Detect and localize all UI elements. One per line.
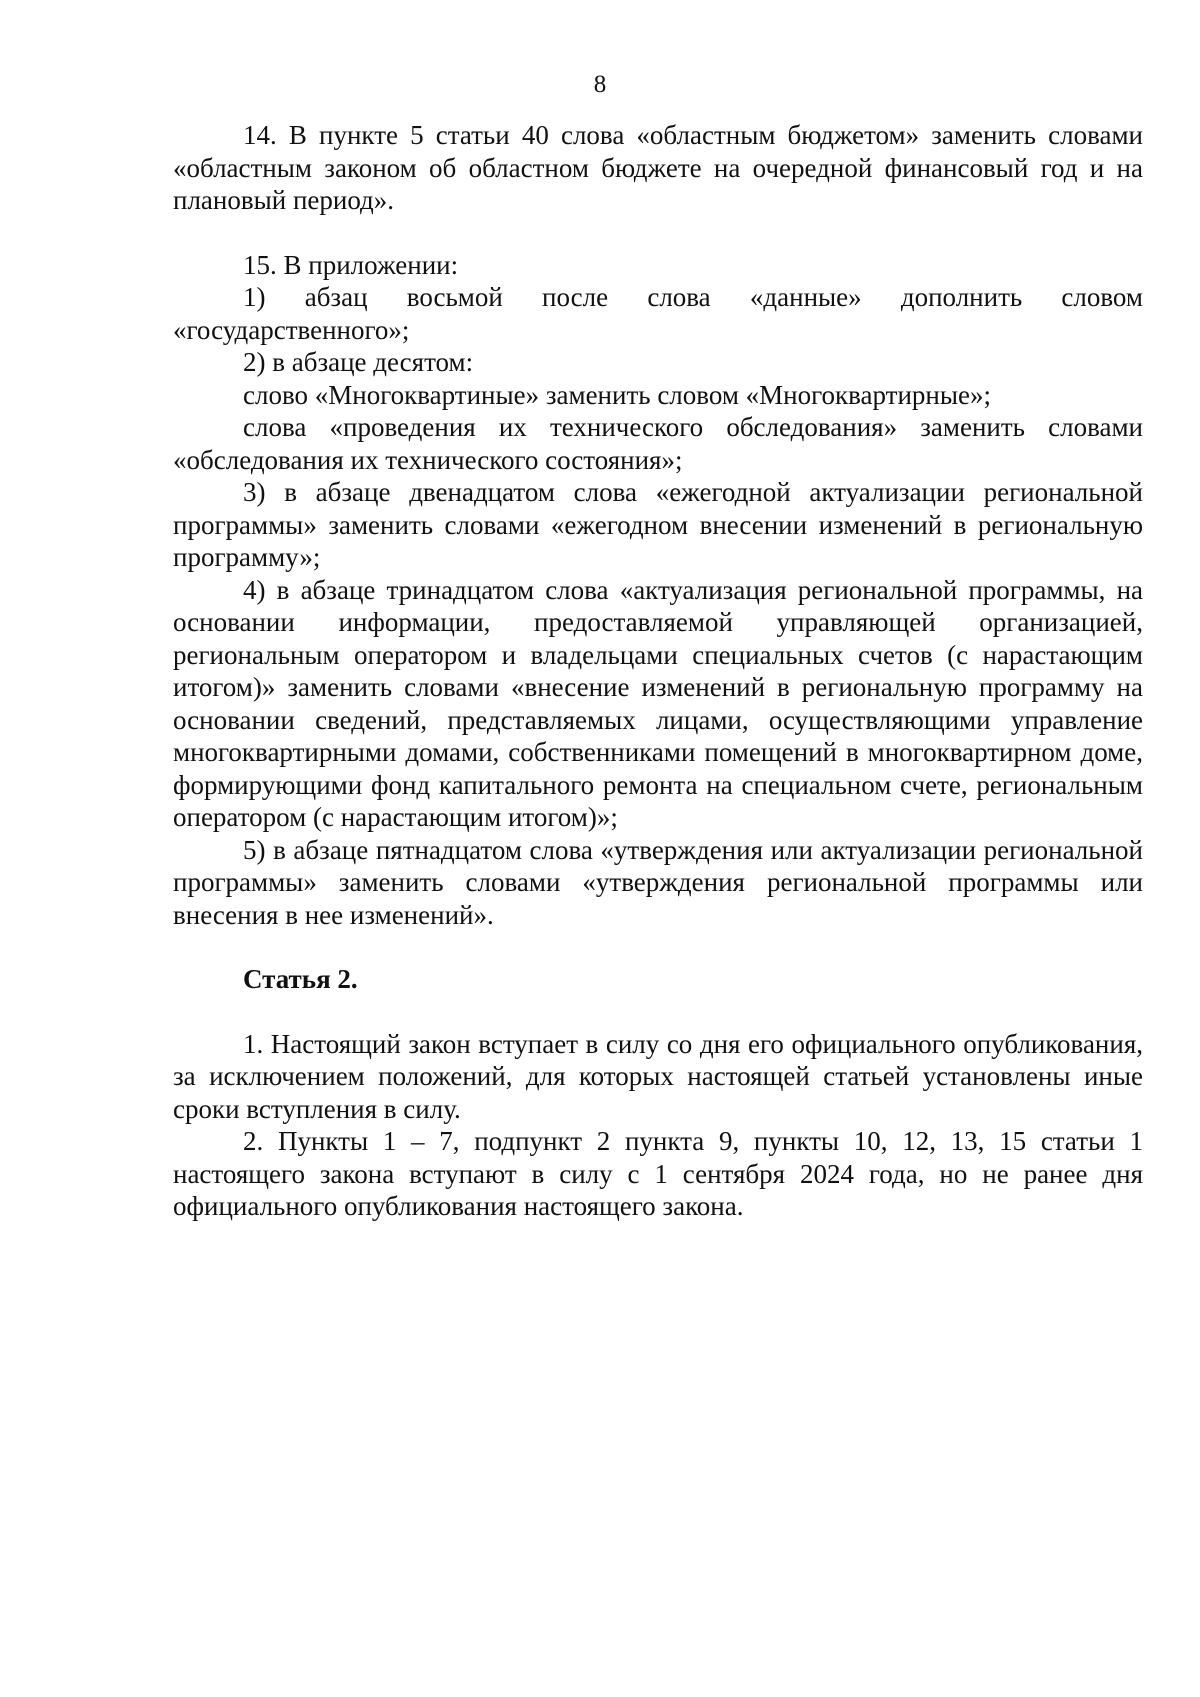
item-15-sub-1: 1) абзац восьмой после слова «данные» дополнить словом «государственного»; [173, 282, 1143, 345]
document-body [173, 119, 1143, 1223]
page-number: 8 [593, 71, 607, 98]
article-2-heading: Статья 2. [243, 964, 358, 994]
item-15-sub-2-intro: 2) в абзаце десятом: [243, 347, 474, 377]
article-2-paragraph-2: 2. Пункты 1 – 7, подпункт 2 пункта 9, пункты 10, 12, 13, 15 статьи 1 настоящего закона вступают в силу с 1 сентября 2024 года, но не ранее дня официального опубликования настоящего закона. [173, 1126, 1143, 1221]
paragraph-gap [173, 217, 1143, 249]
paragraph-gap [173, 996, 1143, 1028]
item-15-sub-4: 4) в абзаце тринадцатом слова «актуализация региональной программы, на основании информации, предоставляемой управляющей организацией, региональным оператором и владельцами специальных счетов (с нарастающим итогом)» заменить словами «внесение изменений в региональную программу на основании сведений, представляемых лицами, осуществляющими управление многоквартирными домами, собственниками помещений в многоквартирном доме, формирующими фонд капитального ремонта на специальном счете, региональным оператором (с нарастающим итогом)»; [173, 574, 1143, 832]
item-15-sub-5: 5) в абзаце пятнадцатом слова «утверждения или актуализации региональной программы» заменить словами «утверждения региональной программы или внесения в нее изменений». [173, 834, 1143, 930]
paragraph-gap [173, 931, 1143, 963]
item-15-sub-2-a: слово «Многоквартиные» заменить словом «Многоквартирные»; [243, 379, 991, 410]
item-15-sub-2-b: слова «проведения их технического обследования» заменить словами «обследования их технического состояния»; [173, 412, 1143, 475]
item-15-intro: 15. В приложении: [243, 249, 459, 280]
article-2-paragraph-1: 1. Настоящий закон вступает в силу со дня его официального опубликования, за исключением положений, для которых настоящей статьей установлены иные сроки вступления в силу. [173, 1028, 1143, 1124]
item-14-paragraph: 14. В пункте 5 статьи 40 слова «областным бюджетом» заменить словами «областным законом об областном бюджете на очередной финансовый год и на плановый период». [173, 120, 1143, 215]
item-15-sub-3: 3) в абзаце двенадцатом слова «ежегодной актуализации региональной программы» заменить словами «ежегодном внесении изменений в региональную программу»; [173, 477, 1143, 572]
